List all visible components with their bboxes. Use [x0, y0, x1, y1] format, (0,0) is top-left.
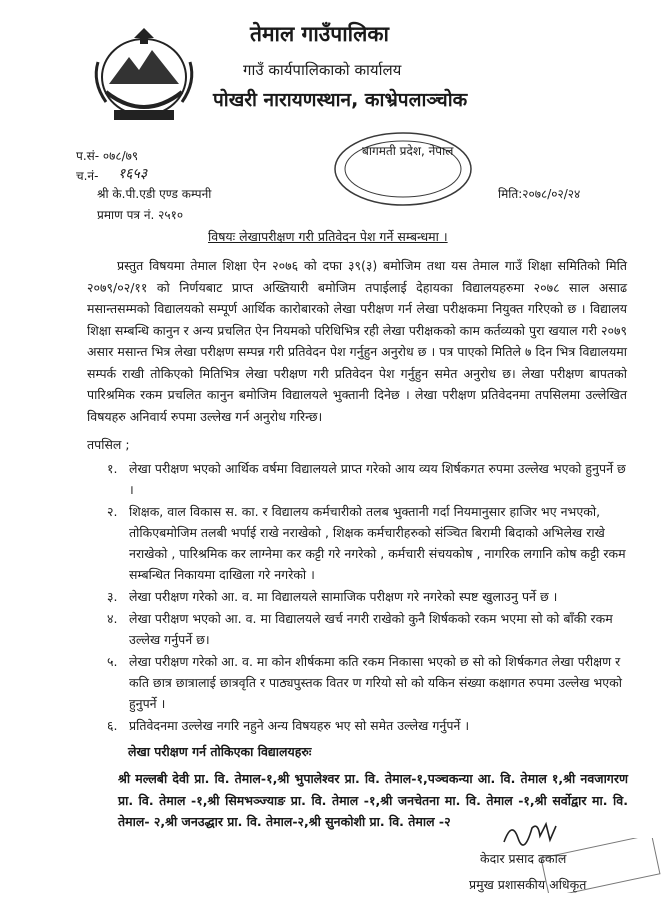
signatory-name: केदार प्रसाद ढकाल [480, 851, 567, 866]
item-text: प्रतिवेदनमा उल्लेख नगरि नहुने अन्य विषयहरु भए सो समेत उल्लेख गर्नुपर्ने । [129, 718, 470, 733]
nepal-emblem-icon [84, 22, 204, 127]
list-item [87, 501, 632, 585]
list-item [87, 715, 632, 736]
office-stamp-icon [328, 128, 478, 210]
item-number: ४. [107, 611, 118, 626]
item-number: २. [107, 504, 118, 519]
signatory-title: प्रमुख प्रशासकीय अधिकृत [469, 877, 587, 892]
subject-line: विषयः लेखापरीक्षण गरी प्रतिवेदन पेश गर्ने सम्बन्धमा । [208, 229, 448, 244]
item-text: लेखा परीक्षण गरेको आ. व. मा विद्यालयले सामाजिक परीक्षण गरे नगरेको स्पष्ट खुलाउनु पर्ने छ । [129, 589, 558, 604]
schools-list: श्री मल्लबी देवी प्रा. वि. तेमाल-१,श्री भुपालेश्वर प्रा. वि. तेमाल-१,पञ्चकन्या आ. वि. तेमाल १,श्री नवजागरण प्रा. वि. तेमाल -१,श्री सिमभञ्ज्याङ प्रा. वि. तेमाल -१,श्री जनचेतना मा. वि. तेमाल -१,श्री सर्वोद्वार मा. वि. तेमाल- २,श्री जनउद्धार प्रा. वि. तेमाल-२,श्री सुनकोशी प्रा. वि. तेमाल -२ [118, 771, 628, 829]
letter-date: मिति:२०७८/०२/२४ [498, 187, 581, 201]
item-number: ५. [107, 654, 118, 669]
item-number: ३. [107, 589, 118, 604]
recipient-certificate: प्रमाण पत्र नं. २५१० [97, 208, 184, 222]
body-paragraph: प्रस्तुत विषयमा तेमाल शिक्षा ऐन २०७६ को दफा ३९(३) बमोजिम तथा यस तेमाल गाउँ शिक्षा समितिको मिति २०७९/०२/११ को निर्णयबाट प्राप्त अख्तियारी बमोजिम तपाईलाई देहायका विद्यालयहरुमा २०७८ साल असाढ मसान्तसम्मको विद्यालयको सम्पूर्ण आर्थिक कारोबारको लेखा परीक्षण गर्न लेखा परीक्षकमा नियुक्त गरिएको छ । विद्यालय शिक्षा सम्बन्धि कानुन र अन्य प्रचलित ऐन नियमको परिधिभित्र रही लेखा परीक्षकको काम कर्तव्यको पुरा खयाल गरी २०७९ असार मसान्त भित्र लेखा परीक्षण सम्पन्न गरी प्रतिवेदन पेश गर्नुहुन अनुरोध छ । पत्र पाएको मितिले ७ दिन भित्र विद्यालयमा सम्पर्क राखी तोकिएको मितिभित्र लेखा परीक्षण गरी प्रतिवेदन पेश गर्नुहुन समेत अनुरोध छ। लेखा परीक्षण बापतको पारिश्रमिक रकम प्रचलित कानुन बमोजिम विद्यालयले भुक्तानी दिनेछ । लेखा परीक्षण प्रतिवेदनमा तपसिलमा उल्लेखित विषयहरु अनिवार्य रुपमा उल्लेख गर्न अनुरोध गरिन्छ। [87, 258, 627, 424]
province-text: बागमती प्रदेश, नेपाल [362, 144, 454, 158]
municipality-name: तेमाल गाउँपालिका [250, 22, 389, 46]
item-text: लेखा परीक्षण भएको आ. व. मा विद्यालयले खर्च नगरी राखेको कुनै शिर्षकको रकम भएमा सो को बाँकी रकम उल्लेख गर्नुपर्ने छ। [129, 611, 613, 647]
list-item [87, 458, 632, 500]
item-text: लेखा परीक्षण गरेको आ. व. मा कोन शीर्षकमा कति रकम निकासा भएको छ सो को शिर्षकगत लेखा परीक्षण र कति छात्र छात्रालाई छात्रवृति र पाठ्यपुस्तक वितर ण गरियो सो को यकिन संख्या कक्षागत रुपमा उल्लेख भएको हुनुपर्ने । [129, 654, 623, 711]
dispatch-number: १६५३ [118, 166, 148, 182]
schools-heading: लेखा परीक्षण गर्न तोकिएका विद्यालयहरुः [128, 744, 312, 759]
instruction-list [87, 458, 632, 737]
letter-number: प.सं- ०७८/७९ [76, 149, 139, 163]
item-text: शिक्षक, वाल विकास स. का. र विद्यालय कर्मचारीको तलब भुक्तानी गर्दा नियमानुसार हाजिर भए नभएको, तोकिएबमोजिम तलबी भर्पाई राखे नराखेको , शिक्षक कर्मचारीहरुको संञ्चित बिरामी बिदाको अभिलेख राखे नराखेको , पारिश्रमिक कर लाग्नेमा कर कट्टी गरे नगरेको , कर्मचारी संचयकोष , नागरिक लगानि कोष कट्टी रकम सम्बन्धित निकायमा दाखिला गरे नगरेको । [129, 504, 626, 582]
list-item [87, 651, 632, 714]
item-text: लेखा परीक्षण भएको आर्थिक वर्षमा विद्यालयले प्राप्त गरेको आय व्यय शिर्षकगत रुपमा उल्लेख भएको हुनुपर्ने छ । [129, 461, 626, 497]
office-address: पोखरी नारायणस्थान, काभ्रेपलाञ्चोक [213, 89, 468, 111]
list-item [87, 586, 632, 607]
item-number: १. [107, 461, 118, 476]
tapsil-label: तपसिल ; [87, 437, 130, 452]
office-name: गाउँ कार्यपालिकाको कार्यालय [243, 61, 402, 79]
recipient-name: श्री के.पी.एडी एण्ड कम्पनी [97, 187, 212, 201]
letter-body [87, 255, 627, 427]
item-number: ६. [107, 718, 118, 733]
list-item [87, 608, 632, 650]
dispatch-number-label: च.नं- [76, 169, 99, 183]
